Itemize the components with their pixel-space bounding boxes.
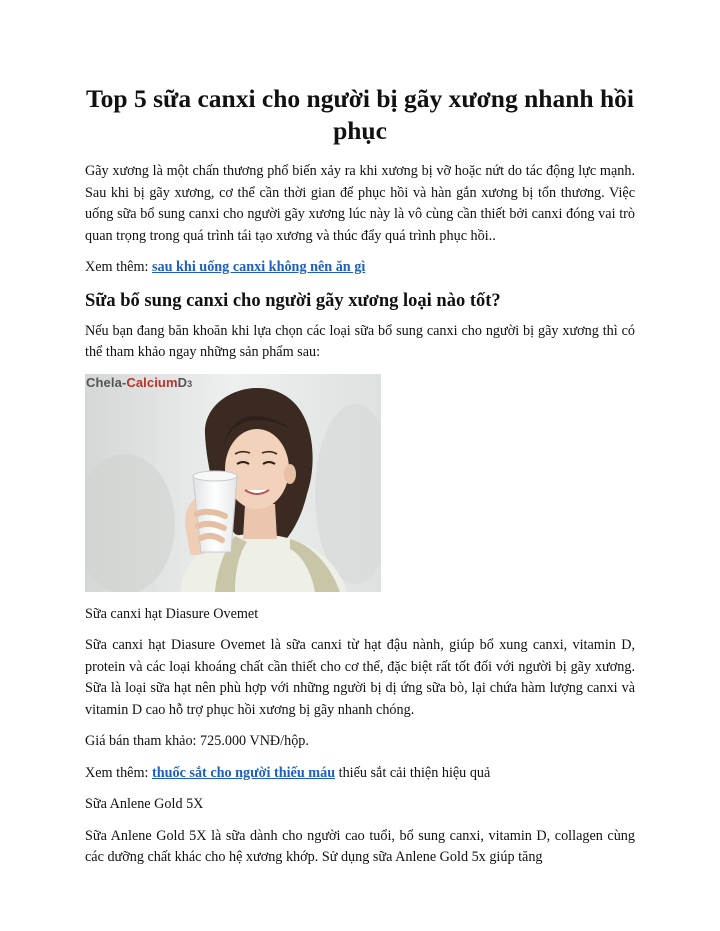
- product-2-description: Sữa Anlene Gold 5X là sữa dành cho người cao tuổi, bổ sung canxi, vitamin D, collagen cùng các dưỡng chất khác cho hệ xương khớp. Sử dụng sữa Anlene Gold 5x giúp tăng: [85, 827, 635, 865]
- product-1-name: Sữa canxi hạt Diasure Ovemet: [85, 605, 259, 622]
- brand-logo-subscript: 3: [187, 378, 193, 389]
- woman-drinking-milk-illustration: [85, 374, 381, 592]
- brand-logo-accent: Calcium: [126, 374, 178, 390]
- article-title: Top 5 sữa canxi cho người bị gãy xương nhanh hồi phục: [86, 84, 634, 145]
- brand-logo: [86, 375, 192, 390]
- section-heading: Sữa bổ sung canxi cho người gãy xương loại nào tốt?: [85, 290, 501, 311]
- article-body: [85, 83, 635, 879]
- brand-logo-suffix: D: [177, 374, 188, 390]
- product-1-price: Giá bán tham khảo: 725.000 VNĐ/hộp.: [85, 733, 309, 749]
- section-intro-paragraph: Nếu bạn đang băn khoăn khi lựa chọn các loại sữa bổ sung canxi cho người bị gãy xương thì có thể tham khảo ngay những sản phẩm sau:: [85, 322, 635, 360]
- see-also-line-2: [85, 763, 635, 785]
- product-photo-woman-drinking-milk: [85, 374, 381, 592]
- see-also-suffix-2: thiếu sắt cải thiện hiệu quả: [335, 764, 491, 781]
- see-also-line-1: [85, 257, 635, 279]
- see-also-link-calcium[interactable]: sau khi uống canxi không nên ăn gì: [151, 259, 366, 275]
- see-also-prefix-2: Xem thêm:: [85, 764, 152, 781]
- see-also-link-iron[interactable]: thuốc sắt cho người thiếu máu: [151, 764, 336, 781]
- product-2-name: Sữa Anlene Gold 5X: [85, 796, 204, 812]
- product-1-description: Sữa canxi hạt Diasure Ovemet là sữa canxi từ hạt đậu nành, giúp bổ xung canxi, vitamin D, protein và các loại khoáng chất cần thiết cho cơ thể, đặc biệt rất tốt đối với người bị gãy xương. Sữa là loại sữa hạt nên phù hợp với những người bị dị ứng sữa bò, lại chứa hàm lượng canxi và vitamin D cao hỗ trợ phục hồi xương bị gãy nhanh chóng.: [85, 637, 635, 718]
- see-also-prefix: Xem thêm:: [85, 259, 152, 275]
- intro-paragraph: Gãy xương là một chấn thương phổ biến xảy ra khi xương bị vỡ hoặc nứt do tác động lực mạnh. Sau khi bị gãy xương, cơ thể cần thời gian để phục hồi và hàn gắn xương bị tổn thương. Việc uống sữa bổ sung canxi cho người gãy xương lúc này là vô cùng cần thiết bởi canxi đóng vai trò quan trọng trong quá trình tái tạo xương và thúc đẩy quá trình phục hồi..: [85, 163, 635, 244]
- brand-logo-prefix: Chela-: [86, 374, 127, 390]
